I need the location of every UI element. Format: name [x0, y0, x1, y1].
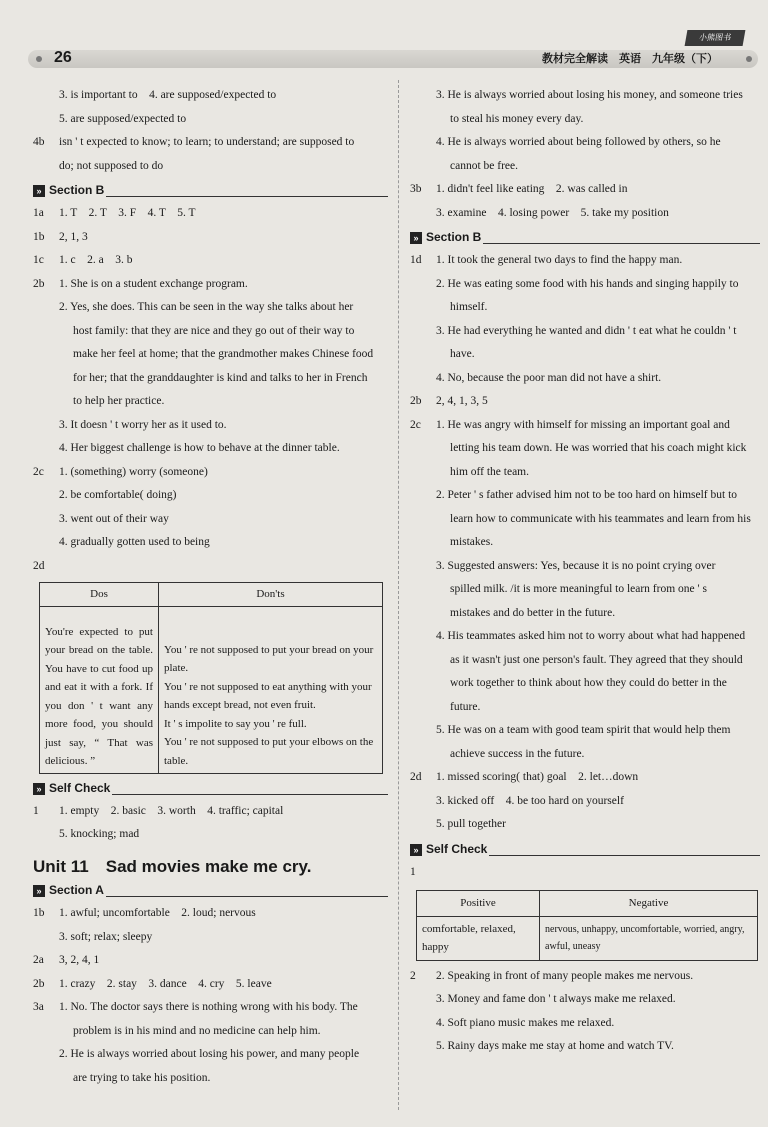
answer-line: cannot be free. [450, 159, 519, 172]
section-title: Self Check [426, 841, 488, 856]
answer-line: letting his team down. He was worried that his coach might kick [450, 442, 747, 454]
answer-text: isn ' t expected to know; to learn; to understand; are supposed to [59, 136, 355, 148]
answer-2b [410, 390, 760, 414]
answer-sc1 [410, 861, 760, 885]
section-rule [112, 794, 388, 795]
section-arrow-icon: » [410, 232, 422, 244]
answer-line: 3. is important to 4. are supposed/expected to [59, 89, 277, 101]
exercise-label: 1 [33, 804, 39, 817]
answer-2c [410, 414, 760, 438]
answer-line: 4. He is always worried about being followed by others, so he [436, 136, 721, 148]
exercise-label: 3b [410, 183, 422, 195]
answer-text: 1. She is on a student exchange program. [59, 277, 248, 290]
answer-line: make her feel at home; that the grandmother makes Chinese food [73, 348, 374, 360]
answer-line: 3. kicked off 4. be too hard on yourself [436, 794, 624, 807]
answer-line: 2. Yes, she does. This can be seen in the way she talks about her [59, 301, 354, 313]
answer-line: to steal his money every day. [450, 112, 584, 125]
answer-line: him off the team. [450, 465, 529, 478]
answer-2d [410, 766, 760, 790]
answer-text: 1. He was angry with himself for missing an important goal and [436, 418, 730, 431]
answer-line: learn how to communicate with his teammates and learn from his [450, 512, 751, 525]
answer-line: 5. knocking; mad [59, 828, 140, 840]
answer-2c [33, 461, 388, 485]
answer-line: 2. He is always worried about losing his power, and many people [59, 1048, 360, 1060]
self-check-heading [410, 841, 760, 859]
section-arrow-icon: » [33, 783, 45, 795]
dont-item: You ' re not supposed to put your elbows on the table. [164, 736, 374, 767]
answer-1d [410, 249, 760, 273]
answer-line: 4. Soft piano music makes me relaxed. [436, 1016, 615, 1029]
dont-item: It ' s impolite to say you ' re full. [164, 717, 307, 730]
publisher-tag: 小熊图书 [685, 30, 746, 46]
answer-line: 3. went out of their way [59, 512, 169, 525]
section-title: Section B [49, 183, 105, 198]
answer-text: 1. didn't feel like eating 2. was called in [436, 183, 628, 195]
dont-item: You ' re not supposed to eat anything with your hands except bread, not even fruit. [164, 680, 372, 711]
exercise-label: 2b [33, 977, 45, 990]
answer-text: 2, 4, 1, 3, 5 [436, 395, 488, 407]
exercise-label: 1c [33, 254, 44, 266]
page-number: 26 [54, 49, 72, 66]
answer-text: 1. No. The doctor says there is nothing wrong with his body. The [59, 1001, 358, 1013]
answer-1b [33, 226, 388, 250]
section-rule [483, 243, 760, 244]
section-rule [106, 196, 388, 197]
section-rule [489, 855, 760, 856]
answer-line: 4. No, because the poor man did not have a shirt. [436, 371, 662, 384]
header-dot-left [36, 56, 42, 62]
answer-line: 2. He was eating some food with his hands and singing happily to [436, 277, 739, 290]
answer-line: 3. Money and fame don ' t always make me relaxed. [436, 993, 676, 1005]
section-rule [106, 896, 388, 897]
section-arrow-icon: » [33, 885, 45, 897]
answer-2b [33, 273, 388, 297]
answer-text: 1. It took the general two days to find the happy man. [436, 254, 683, 266]
answer-line: himself. [450, 301, 488, 313]
answer-line: 3. He had everything he wanted and didn ' t eat what he couldn ' t [436, 324, 737, 337]
answer-2d [33, 555, 388, 579]
answer-line: spilled milk. /it is more meaningful to learn from one ' s [450, 583, 707, 595]
header-title: 教材完全解读 英语 九年级（下） [542, 53, 718, 65]
exercise-label: 2d [410, 771, 422, 783]
answer-line: 5. pull together [436, 818, 506, 830]
answer-line: problem is in his mind and no medicine can help him. [73, 1024, 321, 1037]
answer-line: 3. He is always worried about losing his money, and someone tries [436, 89, 743, 101]
exercise-label: 1d [410, 254, 422, 266]
answer-3b [410, 178, 760, 202]
answer-1b [33, 902, 388, 926]
header-dot-right [746, 56, 752, 62]
answer-line: as it wasn't just one person's fault. They agreed that they should [450, 653, 743, 666]
answer-line: 3. soft; relax; sleepy [59, 930, 153, 943]
exercise-label: 2 [410, 969, 416, 982]
answer-line: future. [450, 700, 481, 713]
answer-text: 1. empty 2. basic 3. worth 4. traffic; capital [59, 804, 284, 817]
answer-text: 1. c 2. a 3. b [59, 254, 133, 266]
negative-header: Negative [540, 891, 758, 917]
answer-2a [33, 949, 388, 973]
answer-1c [33, 249, 388, 273]
exercise-label: 2a [33, 954, 44, 966]
exercise-label: 1b [33, 230, 45, 243]
exercise-label: 1a [33, 207, 44, 219]
answer-text: 1. missed scoring( that) goal 2. let…down [436, 771, 639, 783]
section-a-heading [33, 882, 388, 900]
answer-4b [33, 131, 388, 155]
answer-2b [33, 973, 388, 997]
answer-sc1 [33, 800, 388, 824]
answer-text: 1. awful; uncomfortable 2. loud; nervous [59, 907, 256, 919]
section-title: Section A [49, 883, 104, 898]
answer-line: mistakes. [450, 536, 494, 548]
answer-line: 2. be comfortable( doing) [59, 489, 177, 501]
right-column [410, 84, 760, 1059]
column-divider [398, 80, 399, 1110]
section-title: Self Check [49, 780, 111, 795]
answer-line: 3. examine 4. losing power 5. take my position [436, 206, 669, 219]
exercise-label: 1 [410, 865, 416, 878]
answer-line: do; not supposed to do [59, 159, 164, 172]
answer-line: 4. gradually gotten used to being [59, 536, 210, 548]
dont-item: You ' re not supposed to put your bread on your plate. [164, 643, 374, 674]
positive-header: Positive [417, 891, 540, 917]
answer-text: 1. (something) worry (someone) [59, 465, 208, 478]
answer-text: 2. Speaking in front of many people makes me nervous. [436, 969, 694, 982]
exercise-label: 2c [410, 418, 421, 431]
section-arrow-icon: » [410, 844, 422, 856]
positive-negative-table [416, 890, 758, 961]
answer-line: are trying to take his position. [73, 1071, 211, 1084]
answer-line: work together to think about how they could do better in the [450, 677, 727, 689]
exercise-label: 2c [33, 465, 44, 478]
answer-line: for her; that the granddaughter is kind and talks to her in French [73, 371, 368, 384]
answer-line: mistakes and do better in the future. [450, 606, 616, 619]
answer-line: 4. His teammates asked him not to worry about what had happened [436, 630, 746, 642]
answer-line: 5. are supposed/expected to [59, 112, 187, 125]
page-header [28, 33, 758, 72]
answer-line: have. [450, 348, 475, 360]
unit-title: Unit 11 Sad movies make me cry. [33, 856, 312, 876]
dos-header: Dos [40, 583, 159, 607]
answer-line: 5. Rainy days make me stay at home and watch TV. [436, 1040, 674, 1052]
exercise-label: 1b [33, 907, 45, 919]
positive-cell: comfortable, relaxed, happy [417, 916, 540, 960]
answer-3a [33, 996, 388, 1020]
section-arrow-icon: » [33, 185, 45, 197]
exercise-label: 2d [33, 559, 45, 572]
exercise-label: 2b [33, 277, 45, 290]
answer-text: 2, 1, 3 [59, 230, 88, 243]
answer-line: 3. It doesn ' t worry her as it used to. [59, 418, 227, 431]
answer-sc2 [410, 965, 760, 989]
answer-text: 1. T 2. T 3. F 4. T 5. T [59, 207, 196, 219]
donts-cell [159, 606, 383, 773]
answer-text: 3, 2, 4, 1 [59, 954, 100, 966]
answer-line: host family: that they are nice and they go out of their way to [73, 324, 355, 337]
section-title: Section B [426, 230, 482, 245]
section-b-heading [33, 182, 388, 200]
answer-line: to help her practice. [73, 395, 165, 407]
left-column [33, 84, 388, 1090]
donts-header: Don'ts [159, 583, 383, 607]
answer-1a [33, 202, 388, 226]
exercise-label: 3a [33, 1001, 44, 1013]
exercise-label: 4b [33, 136, 45, 148]
answer-line: achieve success in the future. [450, 747, 585, 760]
answer-line: 2. Peter ' s father advised him not to be too hard on himself but to [436, 489, 738, 501]
dos-donts-table [39, 582, 383, 774]
answer-line: 4. Her biggest challenge is how to behave at the dinner table. [59, 442, 340, 454]
negative-cell: nervous, unhappy, uncomfortable, worried, angry, awful, uneasy [540, 916, 758, 960]
dos-cell: You're expected to put your bread on the table. You have to cut food up and eat it with a fork. If you don ' t want any more food, you should just say, “ That was delicious. ” [40, 606, 159, 773]
answer-text: 1. crazy 2. stay 3. dance 4. cry 5. leave [59, 977, 272, 990]
exercise-label: 2b [410, 395, 422, 407]
answer-line: 5. He was on a team with good team spirit that would help them [436, 724, 731, 736]
answer-line: 3. Suggested answers: Yes, because it is no point crying over [436, 559, 716, 572]
section-b-heading [410, 229, 760, 247]
self-check-heading [33, 780, 388, 798]
